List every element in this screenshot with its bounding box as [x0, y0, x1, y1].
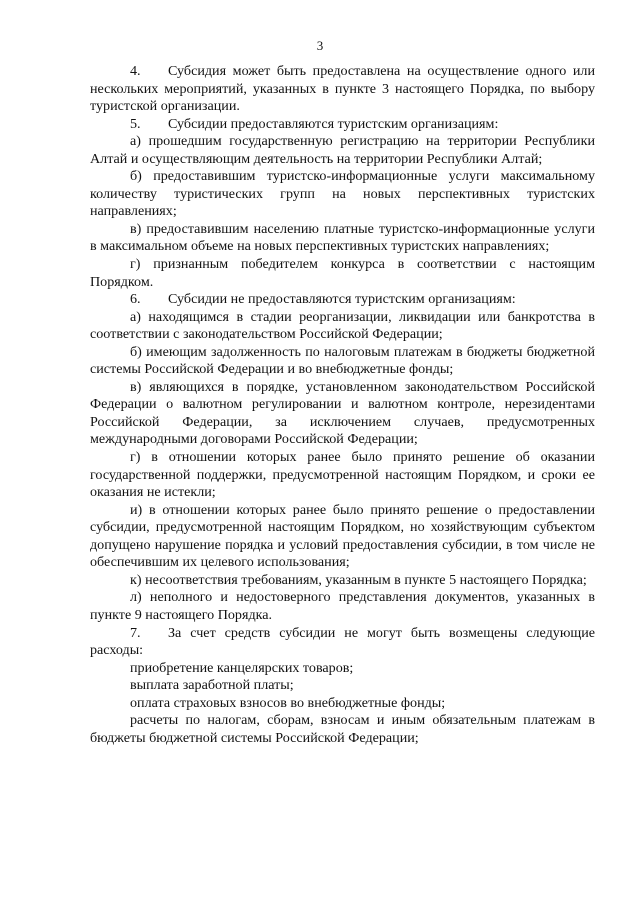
paragraph-5 [90, 116, 595, 134]
list-item-6g: г) в отношении которых ранее было принято решение об оказании государственной поддержки, предусмотренной настоящим Порядком, и сроки ее оказания не истекли; [90, 449, 595, 501]
expense-item-taxes: расчеты по налогам, сборам, взносам и иным обязательным платежам в бюджеты бюджетной системы Российской Федерации; [90, 712, 595, 746]
paragraph-text: Субсидии предоставляются туристским организациям: [168, 115, 499, 132]
list-item-5a: а) прошедшим государственную регистрацию на территории Республики Алтай и осуществляющим деятельность на территории Республики Алтай; [90, 133, 595, 167]
list-item-6a: а) находящимся в стадии реорганизации, ликвидации или банкротства в соответствии с законодательством Российской Федерации; [90, 308, 595, 343]
paragraph-7 [90, 625, 595, 660]
list-item-5b: б) предоставившим туристско-информационные услуги максимальному количеству туристических групп на новых перспективных туристских направлениях; [90, 168, 595, 220]
expense-item-salary: выплата заработной платы; [130, 677, 294, 694]
list-item-6l: л) неполного и недостоверного представления документов, указанных в пункте 9 настоящего Порядка. [90, 589, 595, 623]
list-item-6i: и) в отношении которых ранее было принято решение о предоставлении субсидии, предусмотренной настоящим Порядком, но хозяйствующим субъектом допущено нарушение порядка и условий предоставления субсидии, в том числе не обеспечившим их целевого использования; [90, 501, 595, 571]
paragraph-text: Субсидия может быть предоставлена на осуществление одного или нескольких мероприятий, указанных в пункте 3 настоящего Порядка, по выбору туристской организации. [90, 63, 595, 115]
list-item-5v: в) предоставившим населению платные туристско-информационные услуги в максимальном объеме на новых перспективных туристских направлениях; [90, 220, 595, 255]
paragraph-number: 4. [130, 63, 141, 79]
paragraph-6 [90, 291, 595, 309]
page-number: 3 [316, 38, 324, 53]
expense-item-insurance: оплата страховых взносов во внебюджетные фонды; [130, 694, 446, 711]
list-item-5g: г) признанным победителем конкурса в соответствии с настоящим Порядком. [90, 256, 595, 290]
paragraph-number: 6. [130, 291, 141, 308]
paragraph-text: За счет средств субсидии не могут быть возмещены следующие расходы: [90, 624, 595, 659]
expense-item-stationery: приобретение канцелярских товаров; [130, 659, 354, 676]
paragraph-text: Субсидии не предоставляются туристским организациям: [168, 291, 516, 308]
paragraph-number: 5. [130, 115, 141, 132]
paragraph-number: 7. [130, 624, 141, 641]
list-item-6k: к) несоответствия требованиям, указанным в пункте 5 настоящего Порядка; [130, 571, 587, 588]
document-body [90, 63, 595, 747]
list-item-6b: б) имеющим задолженность по налоговым платежам в бюджеты бюджетной системы Российской Федерации и во внебюджетные фонды; [90, 343, 595, 378]
list-item-6v: в) являющихся в порядке, установленном законодательством Российской Федерации о валютном регулировании и валютном контроле, нерезидентами Российской Федерации, за исключением случаев, предусмотренных международными договорами Российской Федерации; [90, 378, 595, 448]
paragraph-4 [90, 63, 595, 116]
